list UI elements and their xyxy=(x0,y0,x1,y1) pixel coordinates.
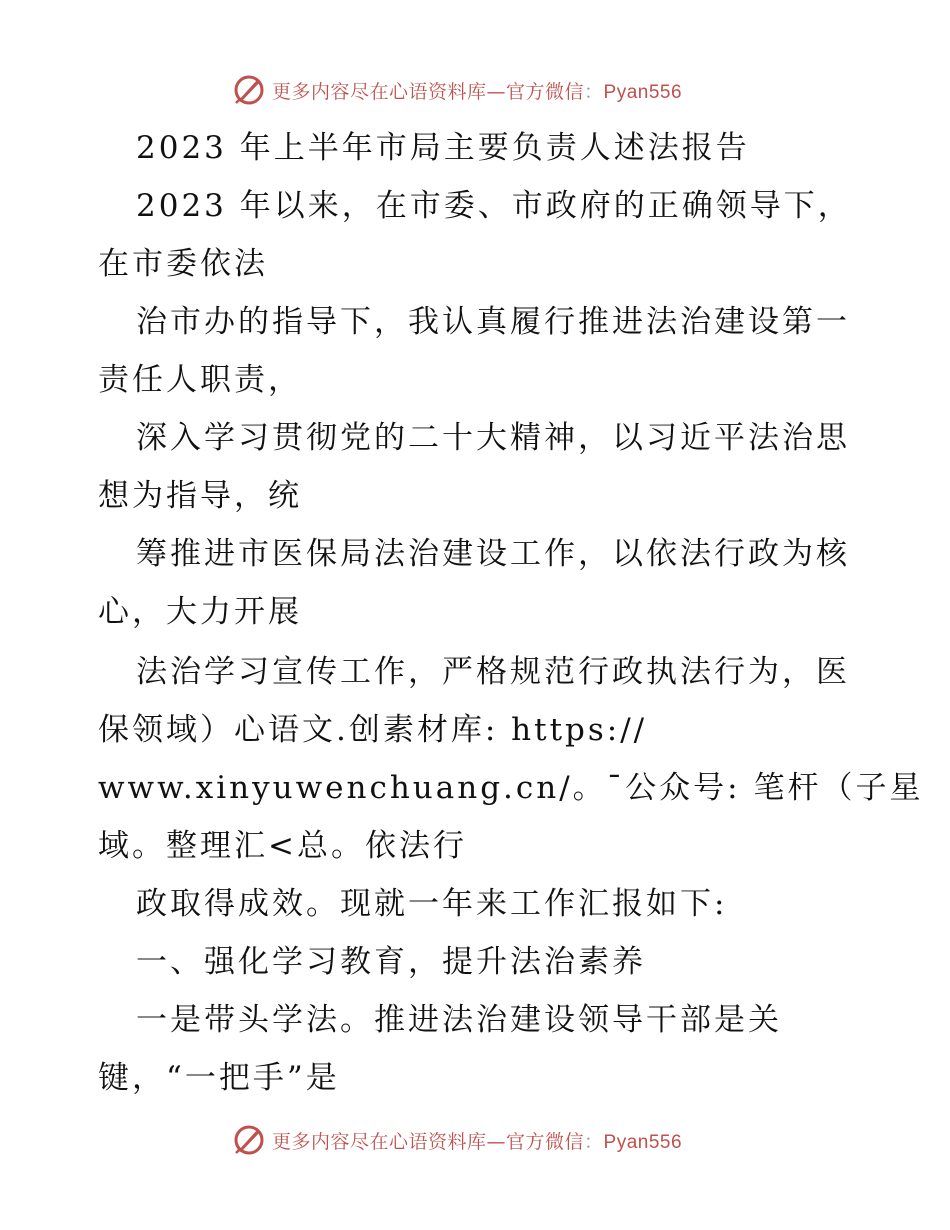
quill-pen-circle-icon xyxy=(232,1123,266,1157)
document-line: 2023 年以来，在市委、市政府的正确领导下， xyxy=(136,188,852,224)
watermark-dash: — xyxy=(486,80,507,103)
watermark-id: Pyan556 xyxy=(603,81,683,103)
document-line: 想为指导，统 xyxy=(98,478,302,514)
section-heading: 一、强化学习教育，提升法治素养 xyxy=(136,944,646,980)
document-line: 法治学习宣传工作，严格规范行政执法行为，医 xyxy=(136,654,850,690)
footer-watermark xyxy=(232,1123,752,1157)
watermark-separator: ： xyxy=(584,80,604,103)
document-line: 在市委依法 xyxy=(98,246,268,282)
document-line: 政取得成效。现就一年来工作汇报如下: xyxy=(136,886,728,922)
watermark-label: 官方微信 xyxy=(506,1130,585,1153)
watermark-separator: ： xyxy=(584,1130,604,1153)
watermark-main-text: 更多内容尽在心语资料库 xyxy=(272,80,487,103)
document-line: 一是带头学法。推进法治建设领导干部是关 xyxy=(136,1002,782,1038)
document-line: 域。整理汇<总。依法行 xyxy=(98,828,467,864)
document-line: 深入学习贯彻党的二十大精神，以习近平法治思 xyxy=(136,420,850,456)
document-title: 2023 年上半年市局主要负责人述法报告 xyxy=(136,130,750,166)
document-line: 责任人职责， xyxy=(98,362,302,398)
watermark-dash: — xyxy=(486,1130,507,1153)
watermark-main-text: 更多内容尽在心语资料库 xyxy=(272,1130,487,1153)
document-line: 心，大力开展 xyxy=(98,594,302,630)
document-line: 键，“一把手”是 xyxy=(98,1060,340,1096)
watermark-id: Pyan556 xyxy=(603,1131,683,1153)
document-line: 治市办的指导下，我认真履行推进法治建设第一 xyxy=(136,304,850,340)
document-line: www.xinyuwenchuang.cn/。¯公众号: 笔杆（子星 xyxy=(98,770,924,806)
watermark-label: 官方微信 xyxy=(506,80,585,103)
document-line: 筹推进市医保局法治建设工作，以依法行政为核 xyxy=(136,536,850,572)
document-line: 保领域）心语文.创素材库: https:// xyxy=(98,712,648,748)
